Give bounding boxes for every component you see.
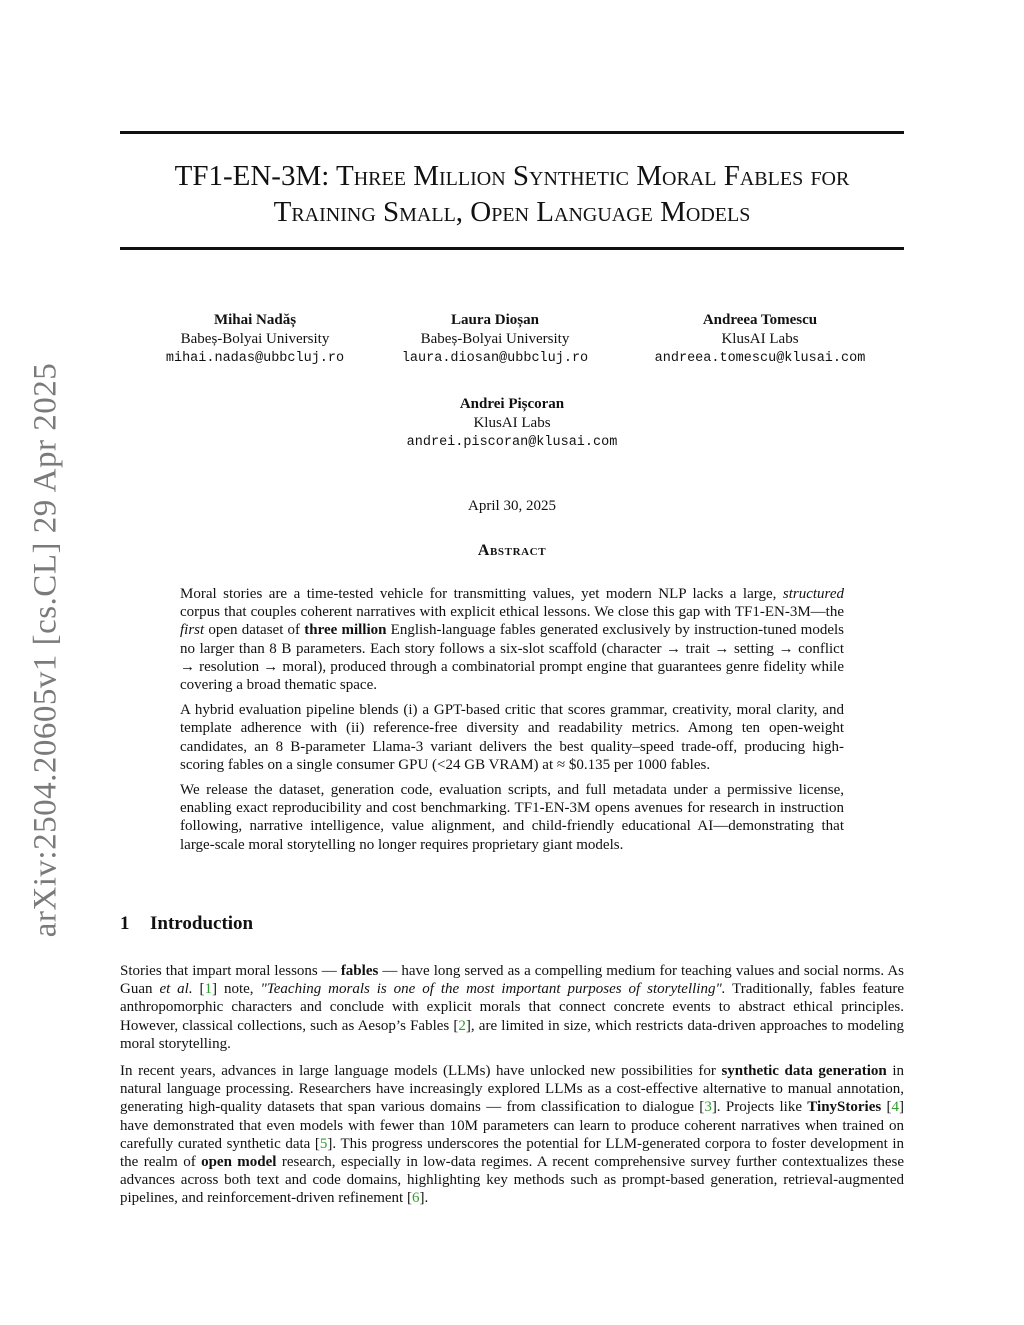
author-email[interactable]: andreea.tomescu@klusai.com [654,351,866,366]
text-run: English-language fables generated exclusively by instruction-tuned models no larger than 8 B parameters. Each story follows a six-slot scaffold (character → trait → setting → conflict → resolution → moral), produced through a combinatorial prompt engine that guarantees genre fidelity while covering a broad thematic space. [180,622,844,694]
paper-title [120,158,904,230]
text-run: ]. Projects like [711,1099,802,1116]
author-block [392,395,632,452]
text-run-italic: "Teaching morals is one of the most important purposes of storytelling". [260,981,726,998]
body-paragraph [120,962,904,1053]
section-number: 1 [120,913,130,934]
text-run: Traditionally, fables feature anthropomorphic characters and conclude with explicit morals that connect concrete events to abstract ethical principles. However, classical collections, such as Aesop’s Fables [ [120,981,905,1034]
author-email[interactable]: laura.diosan@ubbcluj.ro [401,351,589,366]
body-paragraph [120,1062,904,1208]
text-run: [ [199,981,205,998]
text-run: ], are limited in size, which restricts data-driven approaches to modeling moral storytelling. [120,1017,904,1052]
text-run: research, especially in low-data regimes. A recent comprehensive survey further contextualizes these advances across both text and code domains, highlighting key methods such as prompt-based generation, retrieval-augmented pipelines, and reinforcement-driven refinement [ [120,1154,905,1207]
title-rule-bottom [120,247,904,250]
author-email[interactable]: andrei.piscoran@klusai.com [406,435,618,450]
text-run: In recent years, advances in large language models (LLMs) have unlocked new possibilities for [120,1063,716,1080]
text-run: in natural language processing. Researchers have increasingly explored LLMs as a cost-effective alternative to manual annotation, generating high-quality datasets that span various domains — from classification to dialogue [ [120,1063,905,1116]
author-affiliation: KlusAI Labs [473,415,551,431]
author-affiliation: KlusAI Labs [721,331,799,347]
text-run: corpus that couples coherent narratives with explicit ethical lessons. We close this gap with TF1-EN-3M—the [180,604,844,621]
text-run-bold: open model [201,1154,277,1171]
text-run: Stories that impart moral lessons — [120,963,337,979]
citation-link[interactable]: 4 [891,1099,900,1116]
author-block [630,311,890,368]
title-line-1: TF1-EN-3M: Three Million Synthetic Moral Fables for [174,160,850,192]
text-run-italic: first [180,622,205,639]
abstract-paragraph: A hybrid evaluation pipeline blends (i) a GPT-based critic that scores grammar, creativity, moral clarity, and template adherence with (ii) reference-free diversity and readability metrics. Among ten open-weight candidates, an 8 B-parameter Llama-3 variant delivers the best quality–speed trade-off, producing high-scoring fables on a single consumer GPU (<24 GB VRAM) at ≈ $0.135 per 1000 fables. [180,702,844,773]
text-run: ] have demonstrated that even models with fewer than 10M parameters can learn to produce coherent narratives when trained on carefully curated synthetic data [ [120,1099,905,1152]
text-run-bold: TinyStories [807,1099,882,1116]
section-heading [120,913,253,935]
text-run-bold: three million [304,622,387,639]
arxiv-stamp: arXiv:2504.20605v1 [cs.CL] 29 Apr 2025 [27,362,64,938]
author-block [375,311,615,368]
citation-link[interactable]: 6 [411,1190,420,1207]
author-affiliation: Babeș-Bolyai University [180,331,330,347]
citation-link[interactable]: 3 [704,1099,712,1116]
abstract-body [180,585,844,861]
text-run: Moral stories are a time-tested vehicle for transmitting values, yet modern NLP lacks a large, [180,586,777,602]
text-run: ] note, [212,981,254,998]
author-email[interactable]: mihai.nadas@ubbcluj.ro [165,351,345,366]
section-title: Introduction [150,913,254,934]
title-line-2: Training Small, Open Language Models [273,196,751,228]
abstract-heading: Abstract [477,542,547,559]
text-run: open dataset of [208,622,301,639]
text-run-bold: synthetic data generation [721,1063,887,1080]
text-run-bold: fables [340,963,379,979]
author-name: Andreea Tomescu [702,312,818,328]
publication-date: April 30, 2025 [468,498,556,514]
text-run-italic: structured [782,586,844,602]
author-name: Mihai Nadăș [213,312,297,328]
citation-link[interactable]: 2 [458,1017,466,1034]
title-rule-top [120,131,904,134]
abstract-paragraph [180,585,844,694]
author-affiliation: Babeș-Bolyai University [420,331,570,347]
text-run: ]. This progress underscores the potential for LLM-generated corpora to foster development in the realm of [120,1135,905,1171]
author-name: Laura Dioșan [451,312,539,328]
text-run: [ [886,1099,892,1116]
author-block [135,311,375,368]
text-run-italic: et al. [159,981,193,998]
introduction-body [120,962,904,1217]
citation-link[interactable]: 5 [319,1135,328,1152]
abstract-paragraph: We release the dataset, generation code, evaluation scripts, and full metadata under a permissive license, enabling exact reproducibility and cost benchmarking. TF1-EN-3M opens avenues for research in instruction following, narrative intelligence, value alignment, and child-friendly educational AI—demonstrating that large-scale moral storytelling no longer requires proprietary giant models. [180,782,844,853]
citation-link[interactable]: 1 [204,981,213,998]
author-name: Andrei Pișcoran [459,396,565,412]
text-run: — have long served as a compelling medium for teaching values and social norms. As Guan [120,963,905,998]
text-run: ]. [419,1190,429,1207]
